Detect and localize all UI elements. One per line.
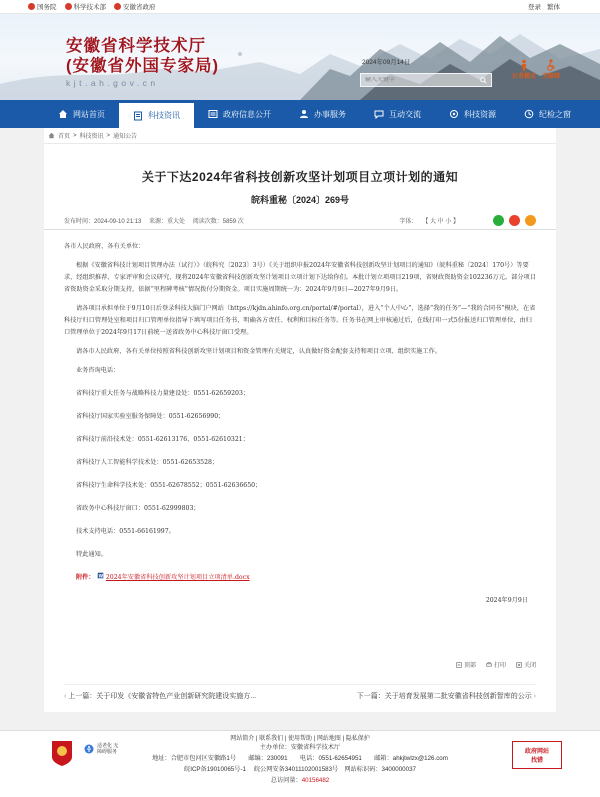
contact-line: 省政务中心科技厅窗口：0551-62999803； (76, 505, 200, 512)
emblem-icon (114, 3, 121, 10)
toplink-most[interactable]: 科学技术部 (65, 2, 107, 11)
nav-gov-info[interactable]: 政府信息公开 (194, 100, 285, 128)
weibo-share-icon[interactable] (509, 215, 520, 226)
search-input[interactable] (365, 77, 475, 83)
view-count: 阅读次数：5859 次 (192, 219, 244, 225)
document-number: 皖科重秘〔2024〕269号 (250, 195, 350, 205)
top-links (28, 2, 156, 11)
svg-text:W: W (98, 573, 103, 579)
font-size-switcher[interactable]: 【 大 中 小 】 (422, 219, 459, 225)
contact-line: 省科技厅重大任务与战略科技力量建设处：0551-62659203； (76, 390, 250, 397)
breadcrumb (44, 128, 556, 144)
article-tools (456, 660, 536, 669)
emblem-icon (65, 3, 72, 10)
paragraph-1: 根据《安徽省科技计划项目管理办法（试行）》（皖科究〔2023〕3号）《关于组织申报2024年安徽省科技创新攻坚计划项目的通知》（皖科重秘〔2024〕170号）等要求，经组织推荐、专家评审和会议研究，现将2024年安徽省科技创新攻坚计划项目立项计划下达给你们。本批计划立项项目219项，省财政资助资金102236万元。部分项目省资助资金采取分期支持，依据“里程碑考核”情况拨付分期资金。项目实施周期统一为：2024年9月9日—2027年9月9日。 (64, 262, 536, 293)
info-icon (208, 109, 218, 119)
accessibility-tools (512, 59, 560, 80)
search-box (360, 73, 492, 87)
home-icon (48, 132, 55, 139)
accessibility-icon (84, 744, 94, 754)
closing: 特此通知。 (76, 551, 107, 558)
top-icon (456, 662, 462, 668)
nav-services[interactable]: 办事服务 (285, 100, 360, 128)
prev-next-nav (64, 684, 536, 701)
word-file-icon (97, 572, 104, 579)
search-icon[interactable] (480, 77, 487, 84)
resource-icon (449, 109, 459, 119)
party-emblem-icon[interactable] (50, 739, 74, 767)
next-article-link[interactable]: 下一篇：关于培育发展第二批安徽省科技创新智库的公示 › (356, 693, 536, 700)
print-button[interactable]: 打印 (486, 660, 506, 669)
current-date: 2024年09月14日 (362, 59, 411, 66)
footer-links[interactable]: 网站简介 | 联系我们 | 使用帮助 | 网站地图 | 隐私保护 (230, 736, 370, 742)
nav-sci-news[interactable]: 科技资讯 (119, 100, 194, 128)
wechat-share-icon[interactable] (493, 215, 504, 226)
site-footer (0, 730, 600, 797)
breadcrumb-separator: > (106, 132, 111, 139)
article-body (44, 241, 556, 607)
nav-resources[interactable]: 科技资源 (435, 100, 510, 128)
elder-icon (518, 59, 530, 71)
contact-line: 省科技厅生命科学技术处：0551-62678552；0551-62636650； (76, 482, 262, 489)
news-icon (133, 111, 143, 121)
elder-mode-button[interactable]: 长者模式 (512, 59, 536, 80)
emblem-icon (28, 3, 35, 10)
site-banner (0, 14, 600, 100)
nav-home[interactable]: 网站首页 (44, 100, 119, 128)
attachment-link[interactable]: 2024年安徽省科技创新攻坚计划项目立项清单.docx (105, 574, 250, 581)
breadcrumb-section[interactable]: 科技资讯 (79, 134, 104, 140)
publish-time: 发布时间：2024-09-10 21:13 (64, 219, 142, 225)
article-title: 关于下达2024年省科技创新攻坚计划项目立项计划的通知 (141, 170, 459, 184)
prev-article-link[interactable]: ‹ 上一篇：关于印发《安徽省特色产业创新研究院建设实施方... (64, 693, 257, 700)
contact-line: 省科技厅前沿技术处：0551-62613176、0551-62610321； (76, 436, 249, 443)
site-title[interactable]: 安徽省科学技术厅 (安徽省外国专家局) (66, 37, 219, 75)
nav-discipline[interactable]: 纪检之窗 (510, 100, 585, 128)
window-icon (524, 109, 534, 119)
paragraph-3: 请各市人民政府，各有关单位按照省科技创新攻坚计划项目和资金管理有关规定，认真做好资金配套支持和项目立项、组织实施工作。 (76, 348, 442, 355)
accessibility-button[interactable]: 无障碍 (542, 59, 560, 80)
footer-host: 主办单位：安徽省科学技术厅 (259, 744, 341, 751)
login-link[interactable]: 登录 (528, 4, 541, 11)
toplink-anhui-gov[interactable]: 安徽省政府 (114, 2, 156, 11)
back-to-top-button[interactable]: 顶部 (456, 660, 476, 669)
contact-line: 省科技厅国家实验室服务保障处：0551-62656990； (76, 413, 225, 420)
paragraph-2: 请各项目承担单位于9月10日后登录科技大脑门户网站（https://kjdn.ahinfo.org.cn/portal/#/portal），进入“个人中心”，选择“我的任务”—“我的合同书”模块，在省科技厅归口管理处室和项目归口管理单位指导下填写项目任务书，明确各方责任、权利和目标任务等。任务书在网上审核通过后，在线打印一式5份报送归口管理单位，由归口管理单位于2024年9月17日前统一送省政务中心科技厅窗口受理。 (64, 305, 536, 336)
top-bar (0, 0, 600, 14)
print-icon (486, 662, 492, 668)
toplink-state-council[interactable]: 国务院 (28, 2, 57, 11)
breadcrumb-home[interactable]: 首页 (58, 134, 71, 140)
close-button[interactable]: 关闭 (516, 660, 536, 669)
traditional-chinese-link[interactable]: 繁体 (547, 4, 560, 11)
article-meta (44, 216, 556, 230)
close-icon (516, 662, 522, 668)
breadcrumb-separator: > (73, 132, 77, 139)
home-icon (58, 109, 68, 119)
nav-interaction[interactable]: 互动交流 (360, 100, 435, 128)
article-source: 来源：重大处 (149, 219, 186, 225)
gov-site-error-report[interactable]: 政府网站 找错 (512, 741, 562, 769)
main-nav (0, 100, 600, 128)
top-right-links (528, 2, 560, 11)
salutation: 各市人民政府，各有关单位： (64, 243, 145, 250)
site-domain: kjt.ah.gov.cn (66, 78, 159, 88)
service-icon (299, 109, 309, 119)
article-card (44, 128, 556, 712)
breadcrumb-page[interactable]: 通知公告 (113, 134, 138, 140)
footer-visits: 总访问量：40156482 (270, 777, 330, 784)
footer-address: 地址：合肥市包河区安徽路1号 邮编：230091 电话：0551-62654951 邮箱：ahkjtwlzx@126.com (152, 755, 448, 762)
wheelchair-icon (545, 59, 557, 71)
elder-accessibility-badge[interactable]: 适老化 无障碍服务 (84, 743, 123, 755)
attachment (64, 572, 536, 584)
chevron-left-icon: ‹ (64, 693, 69, 700)
contact-line: 技术支持电话：0551-66161997。 (76, 528, 175, 535)
attachment-label: 附件： (76, 574, 95, 581)
contact-line: 省科技厅人工智能科学技术处：0551-62653528； (76, 459, 219, 466)
font-label: 字体： (399, 219, 418, 225)
chevron-right-icon: › (533, 693, 536, 700)
signature-date: 2024年9月9日 (485, 597, 528, 604)
contact-heading: 业务咨询电话： (76, 367, 120, 374)
footer-icp[interactable]: 皖ICP备19010065号-1 皖公网安备34011102001583号 网站标识码：3400000037 (184, 766, 416, 773)
visit-count: 40156482 (301, 777, 330, 784)
chat-icon (374, 109, 384, 119)
qzone-share-icon[interactable] (525, 215, 536, 226)
